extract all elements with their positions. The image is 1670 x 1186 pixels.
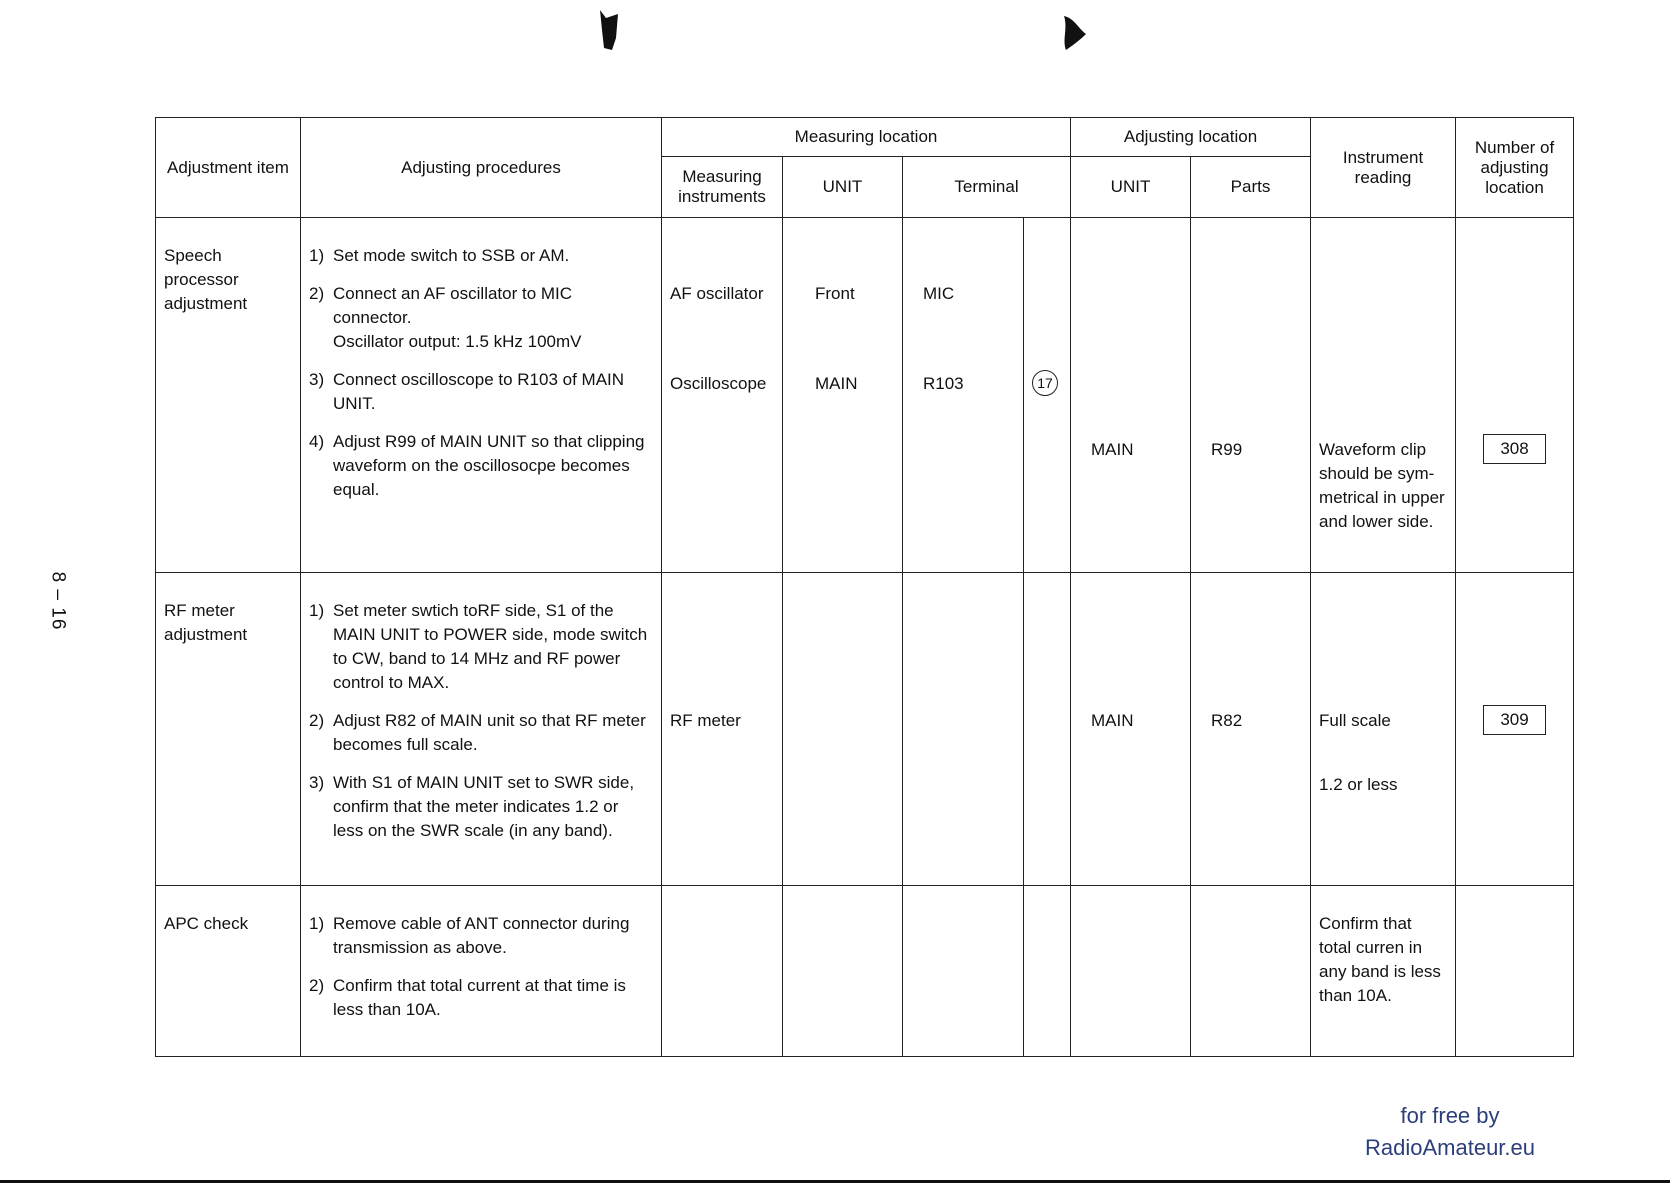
watermark-line-1: for free by [1400,1103,1500,1128]
step-main-text: Connect an AF oscillator to MIC connector. [333,284,573,327]
measuring-unit-cell [783,218,903,573]
step-text: Set mode switch to SSB or AM. [333,246,570,265]
adjustment-item: APC check [156,886,301,1057]
instrument-reading-swr: 1.2 or less [1319,775,1398,794]
procedure-step [309,912,653,960]
instrument-reading-full-scale: Full scale [1319,711,1391,730]
step-number: 2) [309,284,325,303]
instrument-oscilloscope: Oscilloscope [670,374,767,393]
instrument-reading-cell [1311,218,1456,573]
header-number-of-adjusting-location: Number of adjusting location [1456,118,1574,218]
adjustment-table [155,117,1574,1057]
oscillator-output-note: Oscillator output: 1.5 kHz 100mV [333,332,582,351]
step-text: Set meter swtich toRF side, S1 of the MAIN UNIT to POWER side, mode switch to CW, band to 14 MHz and RF power control to MAX. [333,601,648,692]
terminal-r103: R103 [923,374,964,393]
part-r82: R82 [1211,711,1243,730]
header-parts: Parts [1191,157,1311,218]
terminal-cell [903,218,1024,573]
instrument-reading-apc: Confirm that total curren in any band is less than 10A. [1311,886,1456,1057]
ink-blot-right [1060,14,1088,52]
table-row-rf-meter [156,573,1574,886]
adjusting-unit-cell [1071,218,1191,573]
header-adjusting-unit: UNIT [1071,157,1191,218]
parts-cell [1191,218,1311,573]
adjustment-item: RF meter adjustment [156,573,301,886]
parts-cell [1191,886,1311,1057]
terminal-cell [903,886,1024,1057]
procedure-step [309,244,653,268]
header-adjusting-location: Adjusting location [1071,118,1311,157]
ink-blot-left [598,8,620,52]
terminal-mic: MIC [923,284,955,303]
adjusting-location-number-308: 308 [1483,434,1545,464]
adjusting-location-number-309: 309 [1483,705,1545,735]
measuring-unit-cell [783,573,903,886]
terminal-mark-cell [1024,218,1071,573]
adjusting-unit-cell [1071,573,1191,886]
header-adjustment-item: Adjustment item [156,118,301,218]
parts-cell [1191,573,1311,886]
terminal-cell [903,573,1024,886]
step-number: 1) [309,601,325,620]
measuring-instruments-cell [662,886,783,1057]
header-measuring-unit: UNIT [783,157,903,218]
instrument-reading-cell [1311,573,1456,886]
header-terminal: Terminal [903,157,1071,218]
number-cell [1456,573,1574,886]
number-cell [1456,218,1574,573]
step-number: 4) [309,432,325,451]
header-measuring-instruments: Measuring instruments [662,157,783,218]
step-number: 1) [309,914,325,933]
step-number: 2) [309,976,325,995]
step-text: Adjust R82 of MAIN unit so that RF meter becomes full scale. [333,711,646,754]
watermark-line-2: RadioAmateur.eu [1365,1135,1535,1160]
adjusting-unit-main: MAIN [1091,440,1134,459]
procedure-step [309,430,653,502]
procedure-list [309,599,653,843]
terminal-mark-cell [1024,886,1071,1057]
measuring-instruments-cell [662,218,783,573]
bottom-rule [0,1180,1670,1183]
terminal-mark-cell [1024,573,1071,886]
step-text: Connect oscilloscope to R103 of MAIN UNIT. [333,370,625,413]
step-number: 1) [309,246,325,265]
adjustment-item: Speech processor adjustment [156,218,301,573]
step-number: 3) [309,370,325,389]
step-text: With S1 of MAIN UNIT set to SWR side, confirm that the meter indicates 1.2 or less on the SWR scale (in any band). [333,773,635,840]
procedure-step [309,368,653,416]
step-text: Adjust R99 of MAIN UNIT so that clipping waveform on the oscillosocpe becomes equal. [333,432,645,499]
procedure-list [309,244,653,502]
number-cell [1456,886,1574,1057]
adjusting-unit-cell [1071,886,1191,1057]
measuring-unit-front: Front [815,284,855,303]
instrument-rf-meter: RF meter [670,711,741,730]
procedure-step [309,709,653,757]
measuring-instruments-cell [662,573,783,886]
table-row-apc-check [156,886,1574,1057]
procedure-cell [301,218,662,573]
procedure-list [309,912,653,1022]
instrument-af-oscillator: AF oscillator [670,284,764,303]
header-adjusting-procedures: Adjusting procedures [301,118,662,218]
step-text: Remove cable of ANT connector during transmission as above. [333,914,630,957]
watermark [1365,1100,1535,1164]
header-measuring-location: Measuring location [662,118,1071,157]
measuring-unit-cell [783,886,903,1057]
step-number: 3) [309,773,325,792]
part-r99: R99 [1211,440,1243,459]
page-number: 8 – 16 [47,571,69,631]
procedure-step [309,599,653,695]
procedure-cell [301,573,662,886]
adjusting-unit-main: MAIN [1091,711,1134,730]
step-text: Confirm that total current at that time is less than 10A. [333,976,626,1019]
instrument-reading-waveform: Waveform clip should be sym-metrical in upper and lower side. [1319,440,1445,531]
table-row-speech-processor [156,218,1574,573]
procedure-step [309,282,653,354]
circled-number-17: 17 [1032,370,1058,396]
measuring-unit-main: MAIN [815,374,858,393]
procedure-step [309,974,653,1022]
step-number: 2) [309,711,325,730]
header-instrument-reading: Instrument reading [1311,118,1456,218]
procedure-cell [301,886,662,1057]
procedure-step [309,771,653,843]
step-text [333,282,653,354]
